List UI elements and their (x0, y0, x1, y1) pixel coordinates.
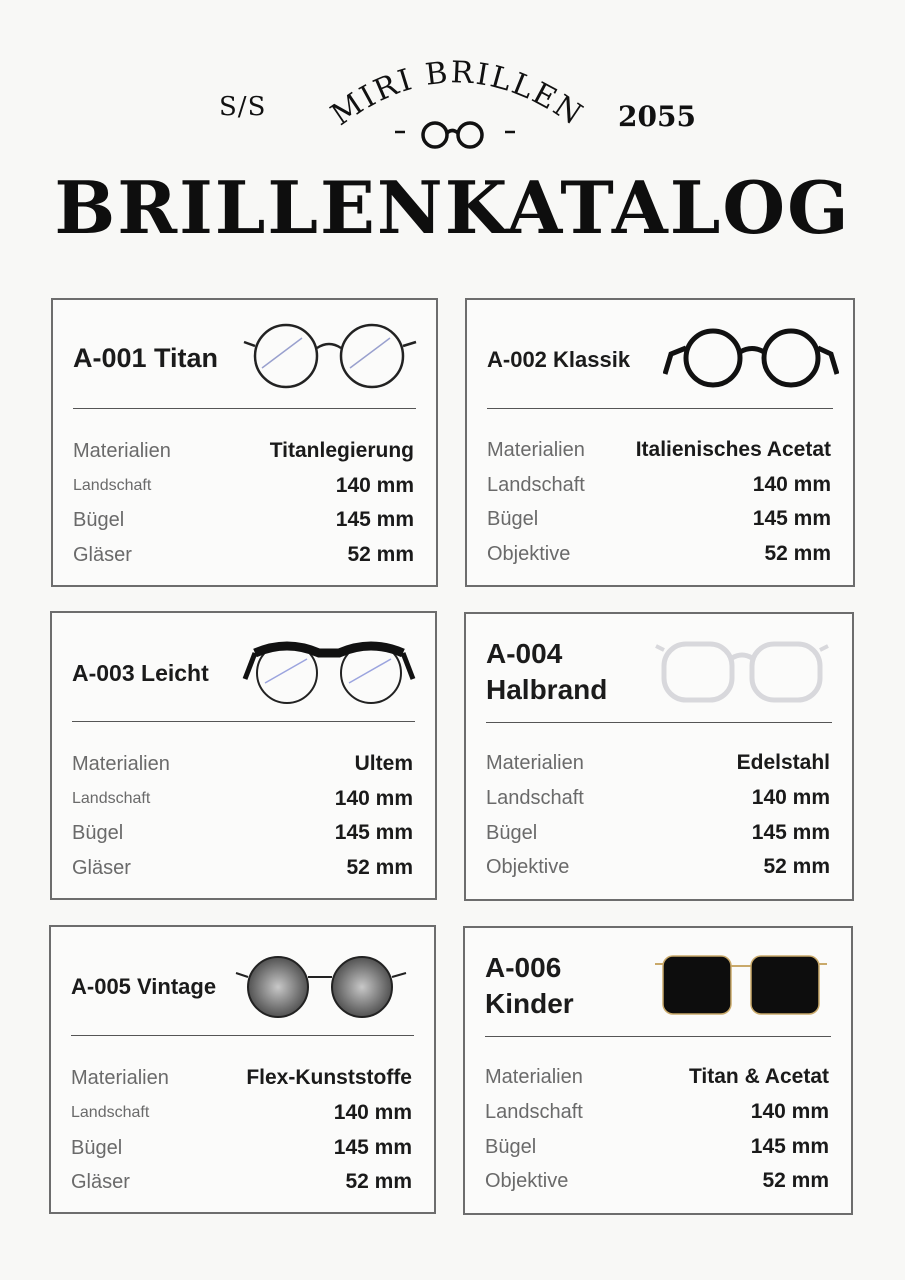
spec-value: 145 mm (335, 508, 414, 531)
spec-row-material (486, 746, 830, 780)
spec-value: 52 mm (764, 542, 831, 565)
spec-row-objektive (486, 850, 830, 884)
spec-label: Bügel (72, 821, 124, 844)
spec-row-buegel (487, 502, 831, 536)
spec-row-glaeser (73, 538, 414, 572)
spec-row-buegel (486, 816, 830, 850)
product-card-a004 (464, 612, 854, 901)
spec-value: 145 mm (334, 821, 413, 844)
spec-label: Bügel (73, 508, 125, 531)
catalog-header (0, 0, 905, 290)
catalog-title: BRILLENKATALOG (54, 165, 851, 250)
spec-label: Landschaft (73, 477, 152, 494)
spec-row-material (72, 747, 413, 781)
spec-label: Objektive (485, 1169, 569, 1192)
spec-value: Edelstahl (736, 751, 830, 774)
glasses-icon (423, 123, 482, 147)
spec-value: 145 mm (751, 821, 830, 844)
spec-row-landschaft (485, 1095, 829, 1129)
spec-row-landschaft (487, 468, 831, 502)
brand-logo (300, 40, 610, 160)
spec-row-objektive (485, 1164, 829, 1198)
spec-value: 140 mm (334, 787, 413, 810)
spec-label: Gläser (71, 1170, 130, 1193)
spec-row-buegel (485, 1130, 829, 1164)
spec-label: Landschaft (71, 1104, 150, 1121)
spec-label: Landschaft (485, 1100, 583, 1123)
spec-label: Gläser (72, 856, 131, 879)
spec-value: 140 mm (333, 1101, 412, 1124)
svg-text:MIRI BRILLEN (325, 55, 590, 133)
spec-value: 145 mm (333, 1136, 412, 1159)
card-divider (72, 721, 415, 722)
spec-row-landschaft (72, 782, 413, 816)
spec-label: Materialien (485, 1065, 583, 1088)
spec-value: Italienisches Acetat (635, 438, 831, 461)
spec-value: 140 mm (750, 1100, 829, 1123)
spec-row-material (71, 1061, 412, 1095)
spec-row-glaeser (71, 1165, 412, 1199)
product-card-a005 (49, 925, 436, 1214)
wire-round-glasses-icon (242, 318, 418, 396)
spec-value: Flex-Kunststoffe (246, 1066, 412, 1089)
spec-row-glaeser (72, 851, 413, 885)
spec-value: 52 mm (345, 1170, 412, 1193)
spec-label: Bügel (485, 1135, 537, 1158)
spec-row-objektive (487, 537, 831, 571)
spec-value: 140 mm (752, 473, 831, 496)
browline-glasses-icon (241, 631, 417, 709)
spec-label: Materialien (486, 751, 584, 774)
card-divider (486, 722, 832, 723)
spec-row-landschaft (71, 1096, 412, 1130)
spec-value: Titanlegierung (269, 439, 414, 462)
spec-label: Landschaft (486, 786, 584, 809)
spec-label: Bügel (71, 1136, 123, 1159)
card-divider (485, 1036, 831, 1037)
spec-label: Materialien (487, 438, 585, 461)
square-sunglasses-icon (653, 946, 829, 1024)
product-title: A-002 Klassik (487, 347, 631, 372)
card-divider (487, 408, 833, 409)
card-divider (71, 1035, 414, 1036)
spec-row-material (487, 433, 831, 467)
spec-value: 52 mm (346, 856, 413, 879)
product-title: A-003 Leicht (72, 660, 209, 686)
spec-label: Materialien (71, 1066, 169, 1089)
spec-row-buegel (73, 503, 414, 537)
spec-row-material (73, 434, 414, 468)
spec-label: Bügel (486, 821, 538, 844)
spec-row-buegel (71, 1131, 412, 1165)
product-card-a006 (463, 926, 853, 1215)
brand-name: MIRI BRILLEN (324, 55, 590, 134)
product-title: A-004 Halbrand (486, 638, 608, 705)
thick-round-glasses-icon (663, 318, 839, 396)
product-title: A-006 Kinder (485, 952, 574, 1019)
year-label: 2055 (618, 100, 696, 133)
spec-value: 140 mm (751, 786, 830, 809)
spec-value: 52 mm (762, 1169, 829, 1192)
season-label: S/S (219, 92, 267, 122)
spec-value: 140 mm (335, 474, 414, 497)
card-divider (73, 408, 416, 409)
spec-row-buegel (72, 816, 413, 850)
spec-label: Landschaft (487, 473, 585, 496)
spec-label: Objektive (487, 542, 571, 565)
spec-value: 52 mm (763, 855, 830, 878)
spec-label: Materialien (73, 439, 171, 462)
spec-value: 52 mm (347, 543, 414, 566)
spec-row-landschaft (73, 469, 414, 503)
spec-label: Objektive (486, 855, 570, 878)
product-card-a001 (51, 298, 438, 587)
spec-value: Ultem (354, 752, 413, 775)
product-title: A-005 Vintage (71, 974, 217, 999)
spec-label: Gläser (73, 543, 132, 566)
spec-row-material (485, 1060, 829, 1094)
product-title: A-001 Titan (73, 343, 219, 373)
spec-value: 145 mm (752, 507, 831, 530)
spec-label: Landschaft (72, 790, 151, 807)
spec-label: Materialien (72, 752, 170, 775)
product-card-a002 (465, 298, 855, 587)
spec-value: 145 mm (750, 1135, 829, 1158)
product-card-a003 (50, 611, 437, 900)
clear-frame-glasses-icon (654, 632, 830, 710)
spec-row-landschaft (486, 781, 830, 815)
spec-label: Bügel (487, 507, 539, 530)
tinted-round-glasses-icon (232, 945, 408, 1023)
spec-value: Titan & Acetat (688, 1065, 829, 1088)
